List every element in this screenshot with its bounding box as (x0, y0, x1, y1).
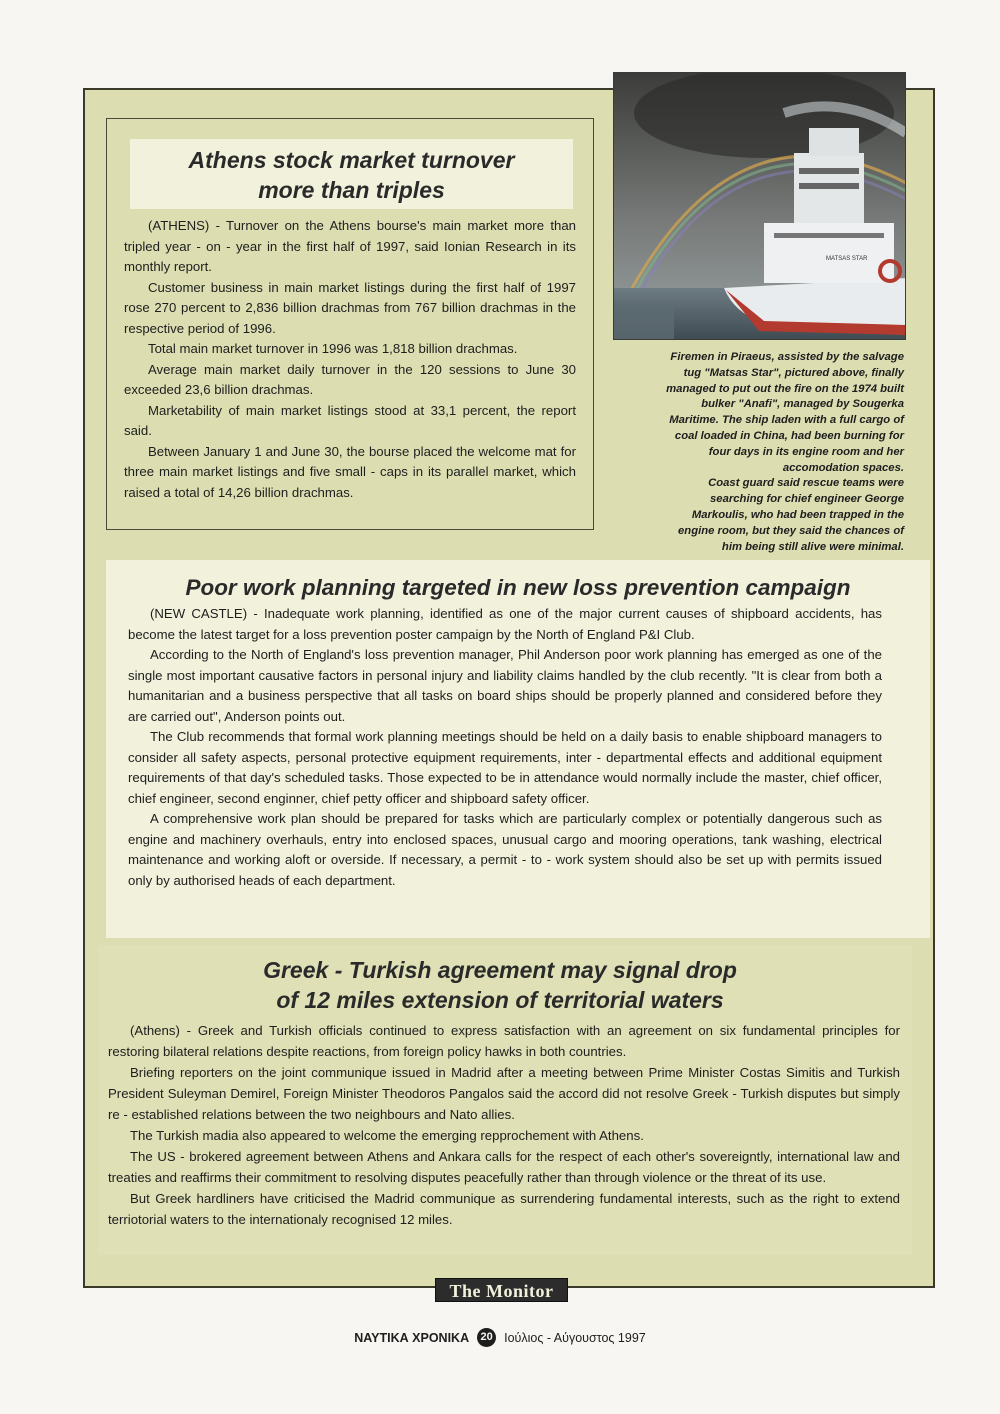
ship-photo-illustration (614, 73, 906, 340)
article-headline (130, 139, 573, 205)
paragraph: Customer business in main market listings during the first half of 1997 rose 270 percent to 2,836 billion drachmas from 767 billion drachmas in the respective period of 1996. (124, 279, 576, 336)
article-body (128, 604, 882, 891)
masthead-logo: The Monitor (435, 1278, 568, 1302)
hull-name-text: MATSAS STAR (826, 256, 868, 262)
caption-line: Maritime. The ship laden with a full cargo of (669, 414, 904, 427)
paragraph: The US - brokered agreement between Athens and Ankara calls for the respect of each other's sovereigntly, international law and treaties and reaffirms their commitment to resolving disputes peacefully rather than through violence or the threat of its use. (108, 1149, 900, 1185)
caption-line: four days in its engine room and her (708, 445, 904, 458)
paragraph: (ATHENS) - Turnover on the Athens bourse's main market more than tripled year - on - year in the first half of 1997, said Ionian Research in its monthly report. (124, 218, 576, 274)
headline-box (130, 139, 573, 209)
caption-line: Coast guard said rescue teams were (708, 477, 904, 490)
paragraph: According to the North of England's loss prevention manager, Phil Anderson poor work planning has emerged as one of the single most important causative factors in personal injury and liability claims handled by the club recently. "It is clear from both a humanitarian and a business perspective that all tasks on board ships should be properly planned and considered before they are carried out", Anderson points out. (128, 647, 882, 724)
caption-line: bulker "Anafi", managed by Sougerka (701, 398, 904, 411)
headline-line-2: of 12 miles extension of territorial waters (276, 987, 724, 1013)
paragraph: Marketability of main market listings stood at 33,1 percent, the report said. (124, 402, 576, 438)
page-number: 20 (477, 1328, 496, 1347)
paragraph: (Athens) - Greek and Turkish officials continued to express satisfaction with an agreement on six fundamental principles for restoring bilateral relations despite reactions, from foreign policy hawks in both countries. (108, 1023, 900, 1059)
paragraph: The Club recommends that formal work planning meetings should be held on a daily basis to enable shipboard managers to consider all safety aspects, personal protective equipment requirements, inter - departmental effects and additional equipment requirements of that day's scheduled tasks. Those expected to be in attendance would normally include the master, chief officer, chief engineer, second enginner, chief petty officer and shipboard safety officer. (128, 729, 882, 806)
paragraph: Between January 1 and June 30, the bourse placed the welcome mat for three main market listings and five small - caps in its parallel market, which raised a total of 14,26 billion drachmas. (124, 443, 576, 500)
caption-line: engine room, but they said the chances of (678, 524, 904, 537)
paragraph: Average main market daily turnover in the 120 sessions to June 30 exceeded 23,6 billion drachmas. (124, 361, 576, 397)
headline-line-1: Athens stock market turnover (188, 147, 515, 173)
issue-date: Ιούλιος - Αύγουστος 1997 (504, 1330, 646, 1345)
ship-fire-photo (613, 72, 906, 340)
paragraph: (NEW CASTLE) - Inadequate work planning, identified as one of the major current causes of shipboard accidents, has become the latest target for a loss prevention poster campaign by the North of England P&I Club. (128, 606, 882, 642)
caption-line: searching for chief engineer George (710, 493, 904, 506)
page-footer (0, 1328, 1000, 1347)
caption-line: managed to put out the fire on the 1974 built (666, 382, 904, 395)
caption-line: him being still alive were minimal. (721, 540, 904, 553)
caption-line: Firemen in Piraeus, assisted by the salvage (670, 351, 904, 363)
headline-line-1: Greek - Turkish agreement may signal drop (263, 957, 737, 983)
article-body (124, 216, 576, 503)
caption-line: accomodation spaces. (782, 461, 904, 474)
caption-line: coal loaded in China, had been burning for (674, 429, 904, 442)
publication-name: ΝΑΥΤΙΚΑ ΧΡΟΝΙΚΑ (354, 1330, 470, 1345)
paragraph: The Turkish madia also appeared to welcome the emerging repprochement with Athens. (130, 1128, 644, 1143)
photo-caption (598, 350, 904, 555)
paragraph: Briefing reporters on the joint communique issued in Madrid after a meeting between Prime Minister Costas Simitis and Turkish President Suleyman Demirel, Foreign Minister Theodoros Pangalos said the accord did not resolve Greek - Turkish disputes but simply re - established relations between the two neighbours and Nato allies. (108, 1065, 900, 1122)
paragraph: But Greek hardliners have criticised the Madrid communique as surrendering fundamental interests, such as the right to extend terriotorial waters to the internationaly recognised 12 miles. (108, 1191, 900, 1227)
caption-line: tug "Matsas Star", pictured above, finally (683, 366, 904, 379)
paragraph: Total main market turnover in 1996 was 1,818 billion drachmas. (148, 341, 518, 356)
headline-line-2: more than triples (258, 177, 445, 203)
article-body (108, 1020, 900, 1230)
caption-line: Markoulis, who had been trapped in the (691, 508, 904, 521)
article-headline: Poor work planning targeted in new loss prevention campaign (185, 575, 851, 600)
paragraph: A comprehensive work plan should be prepared for tasks which are particularly complex or potentially dangerous such as engine and machinery overhauls, entry into enclosed spaces, unusual cargo and mooring operations, tank washing, electrical maintenance and working aloft or overside. If necessary, a permit - to - work system should also be set up with permits issued only by authorised heads of each department. (128, 811, 882, 888)
article-headline (0, 955, 1000, 1015)
